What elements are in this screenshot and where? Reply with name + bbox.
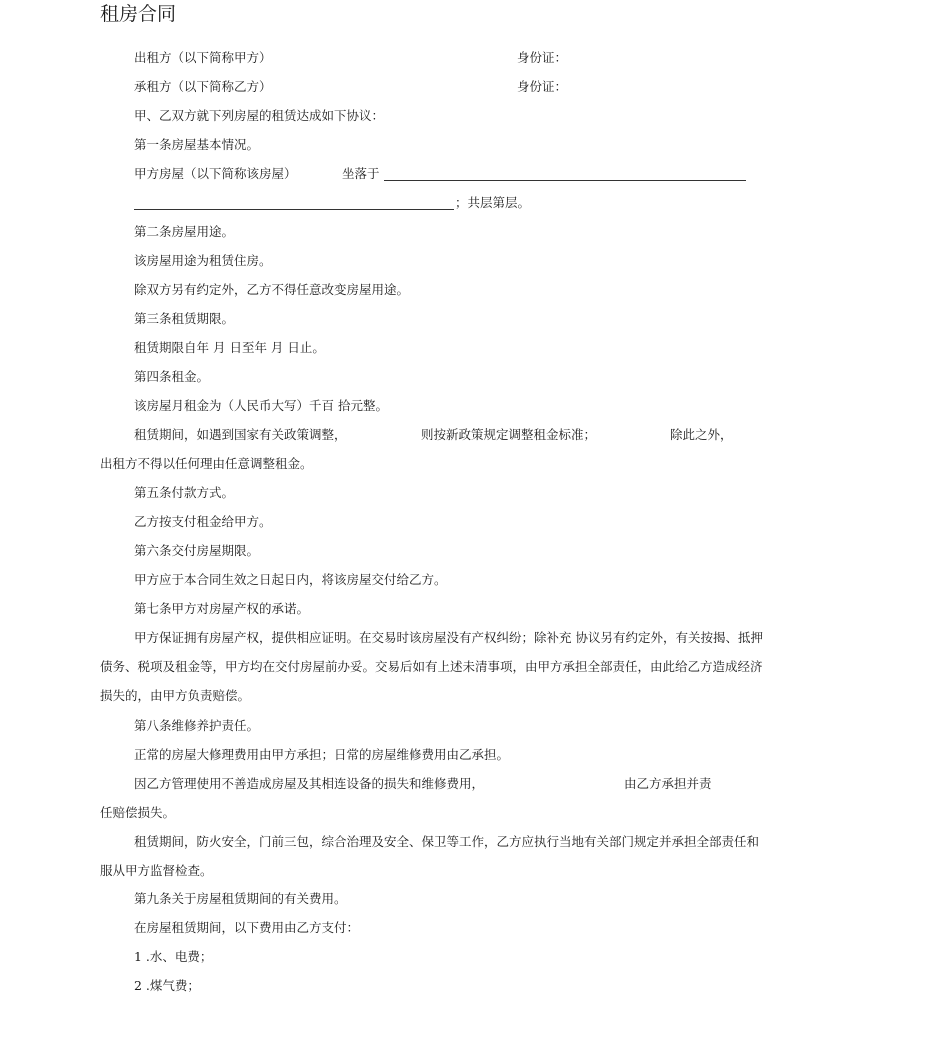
lessee-id-label: 身份证： (517, 79, 568, 94)
page-title: 租房合同 (100, 3, 177, 25)
article-4-p2-a: 租赁期间，如遇到国家有关政策调整， (134, 427, 347, 442)
list-item: 2 .煤气费； (134, 978, 200, 993)
article-7-heading: 第七条甲方对房屋产权的承诺。 (134, 601, 310, 616)
article-2-heading: 第二条房屋用途。 (134, 224, 235, 239)
article-6-p1: 甲方应于本合同生效之日起日内，将该房屋交付给乙方。 (134, 572, 447, 587)
address-blank-line (384, 180, 746, 181)
article-4-p1: 该房屋月租金为（人民币大写）千百 拾元整。 (134, 398, 388, 413)
article-5-heading: 第五条付款方式。 (134, 485, 235, 500)
floors-text: ；共层第层。 (455, 195, 531, 210)
article-6-heading: 第六条交付房屋期限。 (134, 543, 260, 558)
article-4-heading: 第四条租金。 (134, 369, 210, 384)
article-8-p1: 正常的房屋大修理费用由甲方承担；日常的房屋维修费用由乙承担。 (134, 747, 510, 762)
address-blank-line-2 (134, 209, 454, 210)
article-7-line-1: 甲方保证拥有房屋产权，提供相应证明。在交易时该房屋没有产权纠纷；除补充 协议另有约定外，有关按揭、抵押 (134, 630, 763, 645)
article-3-heading: 第三条租赁期限。 (134, 311, 235, 326)
article-8-p3-line-2: 服从甲方监督检查。 (100, 863, 213, 878)
article-7-line-3: 损失的，由甲方负责赔偿。 (100, 688, 251, 703)
article-4-p2-c: 除此之外， (670, 427, 733, 442)
article-9-intro: 在房屋租赁期间，以下费用由乙方支付： (134, 920, 360, 935)
article-8-p2-b: 由乙方承担并责 (624, 776, 712, 791)
agreement-intro: 甲、乙双方就下列房屋的租赁达成如下协议： (134, 108, 385, 123)
article-4-p2-d: 出租方不得以任何理由任意调整租金。 (100, 456, 313, 471)
article-8-heading: 第八条维修养护责任。 (134, 718, 260, 733)
article-8-p3-line-1: 租赁期间，防火安全，门前三包，综合治理及安全、保卫等工作，乙方应执行当地有关部门规定并承担全部责任和 (134, 834, 760, 849)
article-8-p2-c: 任赔偿损失。 (100, 805, 176, 820)
lessor-id-label: 身份证： (517, 50, 568, 65)
article-2-p1: 该房屋用途为租赁住房。 (134, 253, 272, 268)
located-label: 坐落于 (342, 166, 380, 181)
house-label: 甲方房屋（以下简称该房屋） (134, 166, 297, 181)
list-item: 1 .水、电费； (134, 949, 213, 964)
article-4-p2-b: 则按新政策规定调整租金标准； (421, 427, 597, 442)
article-3-p1: 租赁期限自年 月 日至年 月 日止。 (134, 340, 325, 355)
lessee-label: 承租方（以下简称乙方） (134, 79, 272, 94)
article-7-line-2: 债务、税项及租金等，甲方均在交付房屋前办妥。交易后如有上述未清事项，由甲方承担全部责任，由此给乙方造成经济 (100, 659, 763, 674)
article-2-p2: 除双方另有约定外，乙方不得任意改变房屋用途。 (134, 282, 410, 297)
article-8-p2-a: 因乙方管理使用不善造成房屋及其相连设备的损失和维修费用， (134, 776, 485, 791)
article-9-heading: 第九条关于房屋租赁期间的有关费用。 (134, 891, 347, 906)
lessor-label: 出租方（以下简称甲方） (134, 50, 272, 65)
article-5-p1: 乙方按支付租金给甲方。 (134, 514, 272, 529)
article-1-heading: 第一条房屋基本情况。 (134, 137, 260, 152)
